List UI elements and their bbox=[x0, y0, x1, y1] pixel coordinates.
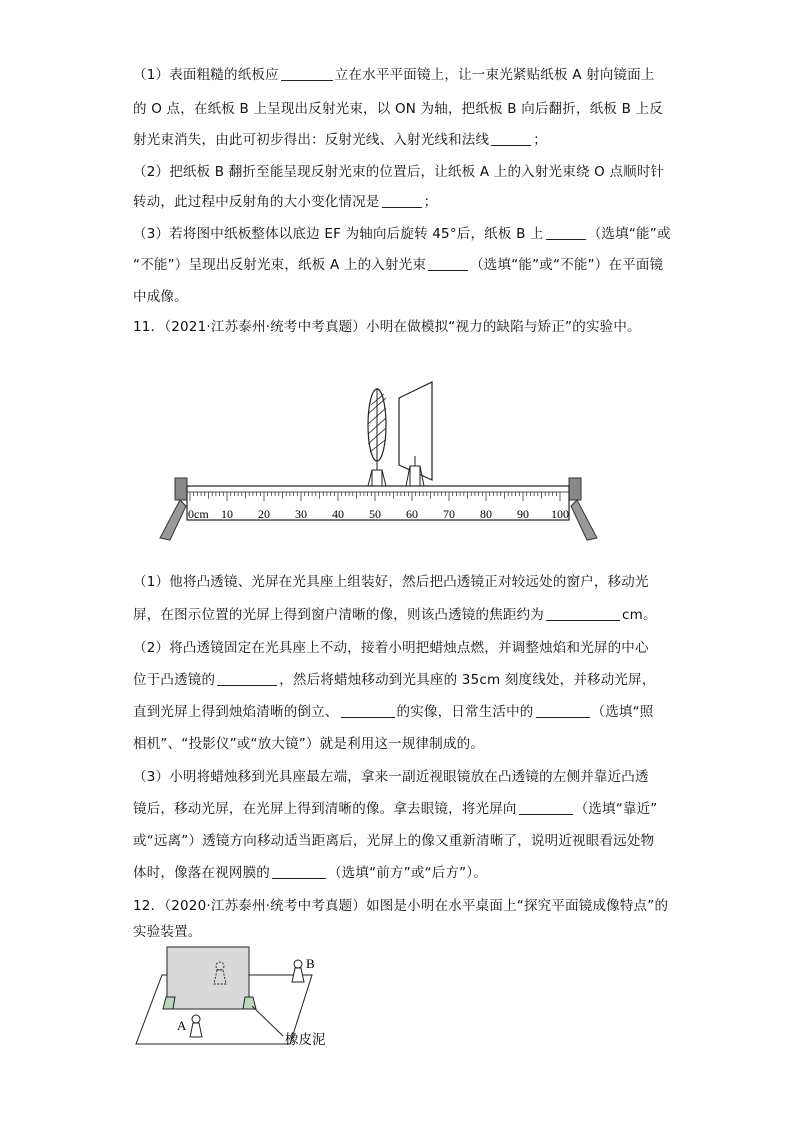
ruler-label: 10 bbox=[221, 507, 233, 521]
label-putty: 橡皮泥 bbox=[285, 1032, 326, 1048]
answer-blank[interactable] bbox=[519, 800, 573, 815]
q10-p1-line2: 的 O 点，在纸板 B 上呈现出反射光束，以 ON 为轴，把纸板 B 向后翻折，纸板 B 上反 bbox=[133, 101, 663, 117]
candle-b-icon bbox=[292, 960, 304, 982]
bench-left-end bbox=[175, 478, 187, 500]
bench-left-leg bbox=[160, 500, 186, 540]
q10-p3-line2: “不能”）呈现出反射光束，纸板 A 上的入射光束 （选填“能”或“不能”）在平面镜 bbox=[133, 257, 664, 273]
q10-p1-line1: （1）表面粗糙的纸板应 立在水平平面镜上，让一束光紧贴纸板 A 射向镜面上 bbox=[133, 67, 655, 83]
ruler-label: 30 bbox=[295, 507, 307, 521]
q10-p2-line2: 转动，此过程中反射角的大小变化情况是 ； bbox=[133, 194, 438, 210]
ruler-label: 40 bbox=[332, 507, 344, 521]
label-b: B bbox=[306, 956, 315, 971]
answer-blank[interactable] bbox=[546, 225, 586, 240]
answer-blank[interactable] bbox=[382, 193, 422, 208]
q11-p1-line2: 屏，在图示位置的光屏上得到窗户清晰的像，则该凸透镜的焦距约为 cm。 bbox=[133, 607, 657, 623]
answer-blank[interactable] bbox=[428, 256, 468, 271]
q11-p2-line2: 位于凸透镜的 ，然后将蜡烛移动到光具座的 35cm 刻度线处，并移动光屏， bbox=[133, 672, 656, 688]
q11-p3-line2: 镜后，移动光屏，在光屏上得到清晰的像。拿去眼镜，将光屏向 （选填“靠近” bbox=[133, 801, 658, 817]
q12-title-line1: 12．（2020·江苏泰州·统考中考真题）如图是小明在水平桌面上“探究平面镜成像特点”的 bbox=[133, 898, 669, 914]
q10-p2-line1: （2）把纸板 B 翻折至能呈现反射光束的位置后，让纸板 A 上的入射光束绕 O 点顺时针 bbox=[133, 164, 665, 180]
ruler-label: 20 bbox=[258, 507, 270, 521]
optical-bench-figure bbox=[150, 380, 610, 550]
bench-right-leg bbox=[571, 500, 597, 540]
q11-p2-line4: 相机”、“投影仪”或“放大镜”）就是利用这一规律制成的。 bbox=[133, 736, 485, 752]
q11-p2-line1: （2）将凸透镜固定在光具座上不动，接着小明把蜡烛点燃，并调整烛焰和光屏的中心 bbox=[133, 640, 649, 656]
ruler-label: 0cm bbox=[188, 507, 209, 521]
ruler-label: 80 bbox=[480, 507, 492, 521]
convex-lens bbox=[368, 388, 386, 462]
q10-p3-line1: （3）若将图中纸板整体以底边 EF 为轴向后旋转 45°后，纸板 B 上 （选填“能”或 bbox=[133, 226, 671, 242]
q11-p3-line3: 或“远离”）透镜方向移动适当距离后，光屏上的像又重新清晰了，说明近视眼看远处物 bbox=[133, 833, 655, 849]
q11-p3-line4: 体时，像落在视网膜的 （选填“前方”或“后方”）。 bbox=[133, 865, 488, 881]
answer-blank[interactable] bbox=[272, 864, 326, 879]
answer-blank[interactable] bbox=[536, 703, 590, 718]
ruler-label: 100 bbox=[551, 507, 569, 521]
q12-title-line2: 实验装置。 bbox=[133, 924, 202, 940]
q11-p1-line1: （1）他将凸透镜、光屏在光具座上组装好，然后把凸透镜正对较远处的窗户，移动光 bbox=[133, 574, 649, 590]
q11-p2-line3: 直到光屏上得到烛焰清晰的倒立、 的实像，日常生活中的 （选填“照 bbox=[133, 704, 654, 720]
plane-mirror-figure bbox=[130, 940, 350, 1060]
q10-p3-line3: 中成像。 bbox=[133, 289, 188, 305]
ruler-label: 60 bbox=[406, 507, 418, 521]
glass-plate bbox=[167, 947, 249, 1009]
ruler-label: 70 bbox=[443, 507, 455, 521]
label-a: A bbox=[177, 1018, 187, 1033]
bench-right-end bbox=[569, 478, 581, 500]
q11-p3-line1: （3）小明将蜡烛移到光具座最左端，拿来一副近视眼镜放在凸透镜的左侧并靠近凸透 bbox=[133, 769, 649, 785]
lens-holder bbox=[368, 461, 386, 486]
q11-title: 11．（2021·江苏泰州·统考中考真题）小明在做模拟“视力的缺陷与矫正”的实验中。 bbox=[133, 319, 641, 335]
answer-blank[interactable] bbox=[341, 703, 395, 718]
answer-blank[interactable] bbox=[217, 671, 277, 686]
answer-blank[interactable] bbox=[491, 131, 531, 146]
answer-blank[interactable] bbox=[281, 66, 333, 81]
q10-p1-line3: 射光束消失，由此可初步得出：反射光线、入射光线和法线 ； bbox=[133, 132, 547, 148]
answer-blank[interactable] bbox=[546, 606, 620, 621]
ruler-label: 50 bbox=[369, 507, 381, 521]
ruler-label: 90 bbox=[517, 507, 529, 521]
